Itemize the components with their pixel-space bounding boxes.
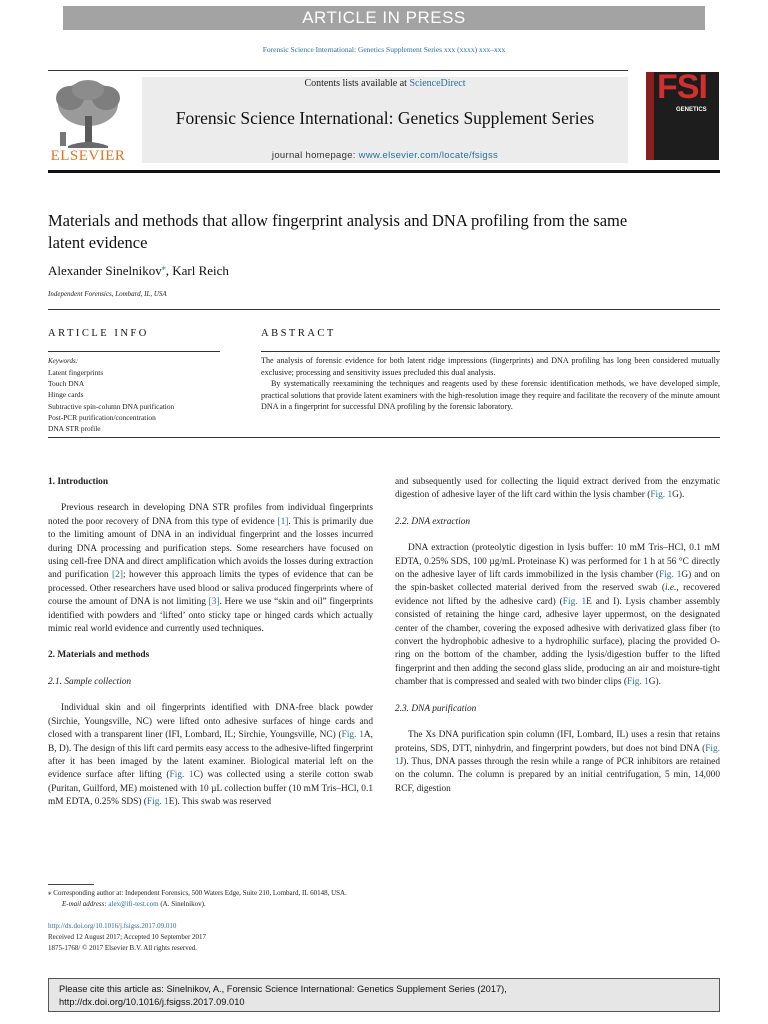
keyword-item: Post-PCR purification/concentration xyxy=(48,412,156,422)
contents-prefix: Contents lists available at xyxy=(304,78,410,89)
italic-text: i.e. xyxy=(664,583,677,594)
abstract-heading: ABSTRACT xyxy=(261,328,336,339)
abstract-rule xyxy=(261,351,720,352)
text-run: A, B, D). The design of this lift card permits easy access to the adhesive-lifted fingerprint after it has been imaged by the latent examiner. Biological material left on the evidence surface after lifting ( xyxy=(48,730,374,781)
text-run: The Xs DNA purification spin column (IFI, Lombard, IL) uses a resin that retains proteins, SDS, DTT, ninhydrin, and fingerprint powders, but does not bind DNA ( xyxy=(395,730,720,754)
figure-link[interactable]: Fig. 1 xyxy=(626,677,649,688)
text-run: G). xyxy=(672,490,685,501)
abstract-paragraph: The analysis of forensic evidence for both latent ridge impressions (fingerprints) and DNA profiling has long been considered mutually exclusive; processing and sensitivity issues precluded this dual analysis. xyxy=(261,356,720,377)
abstract-bottom-rule xyxy=(48,437,720,438)
email-note xyxy=(62,900,206,908)
citation-box xyxy=(48,978,720,1012)
subsection-heading-dna-extraction: 2.2. DNA extraction xyxy=(395,516,471,527)
figure-link[interactable]: Fig. 1 xyxy=(562,596,587,607)
journal-homepage-link[interactable]: www.elsevier.com/locate/fsigss xyxy=(358,150,499,161)
body-paragraph xyxy=(48,502,373,636)
text-run: Individual skin and oil fingerprints identified with DNA-free black powder (Sirchie, Youngsville, NC) were lifted onto adhesive surfaces of hinge cards and closed with a transparent liner (IFI, Lombard, IL; Sirchie, Youngsville, NC) ( xyxy=(48,703,373,741)
body-paragraph xyxy=(48,702,373,809)
author-list xyxy=(48,263,229,279)
contents-line xyxy=(142,78,628,89)
article-title: Materials and methods that allow fingerprint analysis and DNA profiling from the same latent evidence xyxy=(48,211,628,252)
abstract-paragraph: By systematically reexamining the techniques and reagents used by these forensic identification methods, we have developed simple, practical solutions that provide latent examiners with the high-resolution image they require and facilitate the recovery of the minute amount DNA in a fingerprint for successful DNA profiling by the forensic laboratory. xyxy=(261,379,720,412)
corresponding-author-mark[interactable]: ⁎ xyxy=(161,263,166,272)
reference-link[interactable]: [1] xyxy=(277,516,289,527)
keyword-item: Subtractive spin-column DNA purification xyxy=(48,401,175,411)
cover-subtitle: GENETICS xyxy=(676,107,707,113)
text-run: , recovered evidence not lifted by the adhesive card) ( xyxy=(395,583,720,607)
text-run: G) and on the spin-basket collected material derived from the reserved swab ( xyxy=(395,570,720,594)
text-run: and subsequently used for collecting the liquid extract derived from the enzymatic digestion of adhesive layer of the lift card within the lysis chamber ( xyxy=(395,477,720,501)
email-label: E-mail address: xyxy=(62,900,109,908)
figure-link[interactable]: Fig. 1 xyxy=(659,570,682,581)
journal-homepage-line xyxy=(142,150,628,161)
figure-link[interactable]: Fig. 1 xyxy=(395,743,720,767)
journal-title: Forensic Science International: Genetics Supplement Series xyxy=(175,108,595,128)
keyword-item: Touch DNA xyxy=(48,379,85,389)
cover-strip xyxy=(646,72,654,160)
received-dates: Received 12 August 2017; Accepted 10 September 2017 xyxy=(48,933,207,941)
email-link[interactable]: alex@ifi-test.com xyxy=(108,900,159,908)
header-top-rule xyxy=(48,70,628,71)
affiliation: Independent Forensics, Lombard, IL, USA xyxy=(48,290,167,298)
sciencedirect-link[interactable]: ScienceDirect xyxy=(409,78,466,89)
email-owner: (A. Sinelnikov). xyxy=(158,900,206,908)
article-info-rule xyxy=(48,351,220,352)
footnote-rule xyxy=(48,884,94,885)
keyword-item: DNA STR profile xyxy=(48,424,101,434)
section-heading-methods: 2. Materials and methods xyxy=(48,650,150,661)
text-run: J). Thus, DNA passes through the resin while a range of PCR inhibitors are retained on the column. The column is prepared by an initial centrifugation, 5 min, 14,000 RCF, digestion xyxy=(395,756,720,794)
publisher-wordmark: ELSEVIER xyxy=(50,148,126,164)
text-run: ; however this approach limits the types of evidence that can be processed. Other researchers have used blood or saliva produced fingerprints where of course the amount of DNA is not limiting xyxy=(48,570,373,608)
article-in-press-banner: ARTICLE IN PRESS xyxy=(63,6,705,30)
text-run: E). This swab was reserved xyxy=(168,797,272,808)
copyright-line: 1875-1768/ © 2017 Elsevier B.V. All rights reserved. xyxy=(48,944,198,952)
header-thick-rule xyxy=(48,170,720,173)
subsection-heading-dna-purification: 2.3. DNA purification xyxy=(395,703,477,714)
cover-title: FSI xyxy=(657,72,707,106)
author-name[interactable]: Alexander Sinelnikov xyxy=(48,263,162,278)
journal-reference-link[interactable]: Forensic Science International: Genetics Supplement Series xxx (xxxx) xxx–xxx xyxy=(262,45,506,54)
author-separator: , xyxy=(165,263,173,278)
text-run: . This is primarily due to the limiting amount of DNA in an individual fingerprint and the losses incurred during DNA processing and purification steps. Some researchers have focused on using cell-free DNA and direct amplification which avoids the losses during extraction and purification xyxy=(48,516,374,581)
text-run: G). xyxy=(648,677,661,688)
text-run: DNA extraction (proteolytic digestion in lysis buffer: 10 mM Tris–HCl, 0.1 mM EDTA, 0.25% SDS, 100 µg/mL Proteinase K) was performed for 1 h at 56 °C directly on the adhesive layer of lift cards immobilized in the lysis chamber ( xyxy=(395,543,720,581)
figure-link[interactable]: Fig. 1 xyxy=(650,490,673,501)
figure-link[interactable]: Fig. 1 xyxy=(169,770,194,781)
text-run: Previous research in developing DNA STR profiles from individual fingerprints noted the poor recovery of DNA from this type of evidence xyxy=(48,503,373,527)
keywords-list xyxy=(48,367,174,434)
keyword-item: Latent fingerprints xyxy=(48,368,104,377)
journal-cover-image xyxy=(646,72,719,160)
reference-link[interactable]: [2] xyxy=(112,570,123,581)
article-info-heading: ARTICLE INFO xyxy=(48,328,149,339)
body-left-column xyxy=(48,476,373,810)
text-run: C) was collected using a sterile cotton swab (Puritan, Guilford, ME) moistened with 10 µL collection buffer (10 mM Tris–HCl, 0.1 mM EDTA, 0.25% SDS) ( xyxy=(48,770,373,808)
doi-text[interactable]: http://dx.doi.org/10.1016/j.fsigss.2017.09.010 xyxy=(48,922,177,930)
section-heading-introduction: 1. Introduction xyxy=(48,477,109,487)
text-run: . Here we use “skin and oil” fingerprints identified with powders and ‘lifted’ onto sticky tape or hinged cards which actually mimic real world evidence and currently used techniques. xyxy=(48,597,373,635)
figure-link[interactable]: Fig. 1 xyxy=(146,797,169,808)
subsection-heading-sample-collection: 2.1. Sample collection xyxy=(48,676,132,687)
corresponding-author-note: ⁎ Corresponding author at: Independent Forensics, 500 Waters Edge, Suite 210, Lombard, IL 60148, USA. xyxy=(48,889,347,897)
abstract-text xyxy=(261,355,720,413)
text-run: E and I). Lysis chamber assembly consisted of retaining the hinge card, adhesive layer uppermost, on the designated center of the chamber, covering the exposed adhesive with derivatized glass fiber (to convert the hydrophobic adhesive to a hydrophilic surface), placing the provided O-ring on the bottom of the chamber, adding the lysis/digestion buffer to the lifted fingerprint and then adding the second glass slide, producing an air and moisture-tight chamber that is compressed and sealed with two binder clips ( xyxy=(395,596,720,688)
citation-doi[interactable]: http://dx.doi.org/10.1016/j.fsigss.2017.09.010 xyxy=(59,996,245,1007)
body-paragraph xyxy=(395,729,720,796)
figure-link[interactable]: Fig. 1 xyxy=(341,730,364,741)
body-right-column xyxy=(395,476,720,796)
keywords-label: Keywords: xyxy=(48,357,79,365)
body-paragraph xyxy=(395,542,720,689)
author-name[interactable]: Karl Reich xyxy=(172,263,229,278)
doi-link[interactable] xyxy=(48,922,176,930)
body-paragraph xyxy=(395,476,720,503)
homepage-prefix: journal homepage: xyxy=(271,150,359,161)
citation-line: Please cite this article as: Sinelnikov, A., Forensic Science International: Genetics Supplement Series (2017), xyxy=(59,984,507,994)
keyword-item: Hinge cards xyxy=(48,390,84,400)
section-rule xyxy=(48,309,720,310)
reference-link[interactable]: [3] xyxy=(208,597,220,608)
